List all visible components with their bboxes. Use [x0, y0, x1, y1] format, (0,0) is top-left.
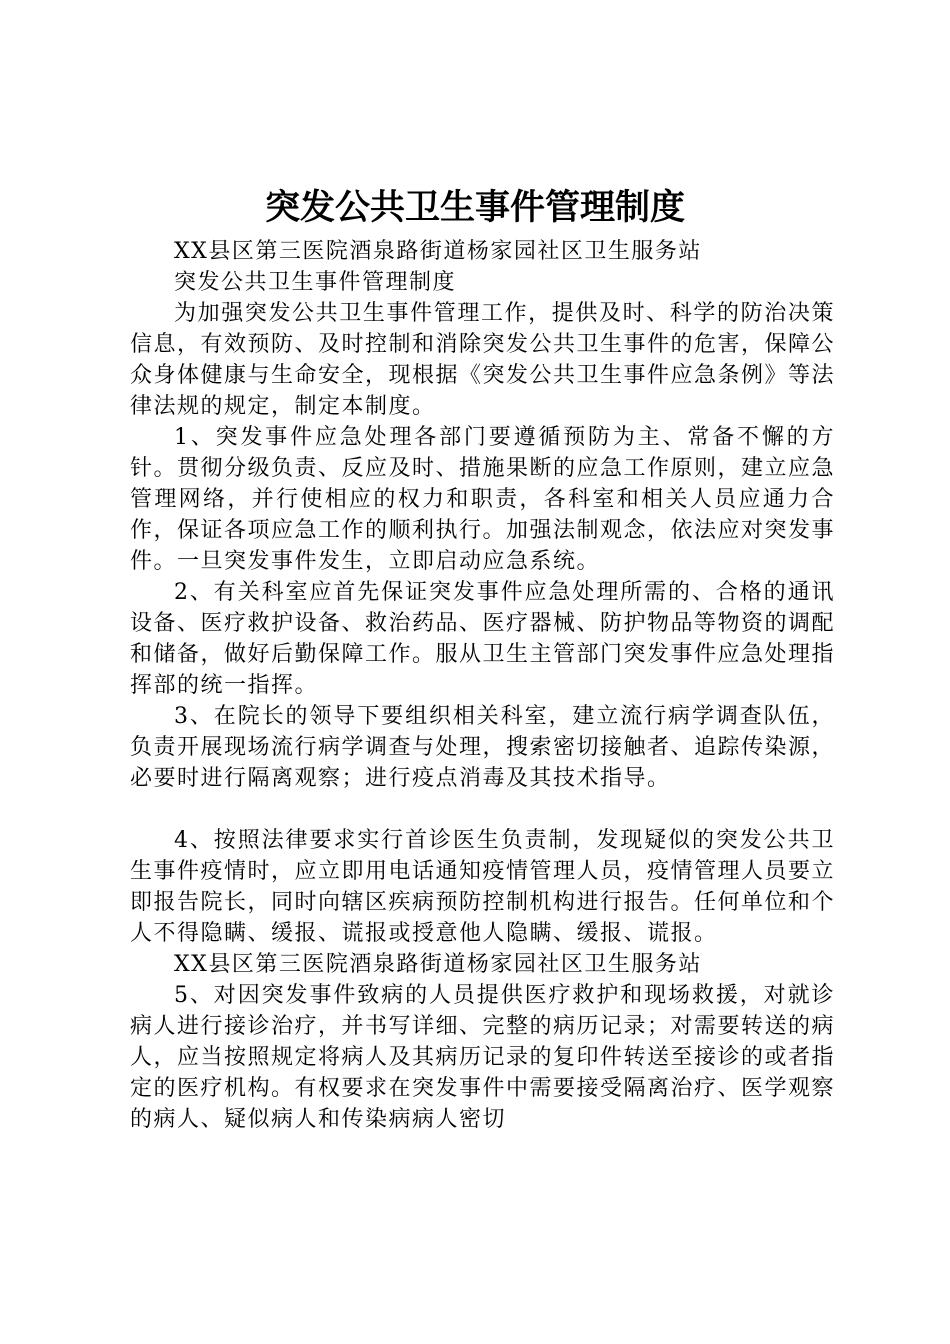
document-body [130, 236, 835, 1135]
clause-4-paragraph: 4、按照法律要求实行首诊医生负责制，发现疑似的突发公共卫生事件疫情时，应立即用电话通知疫情管理人员，疫情管理人员要立即报告院长，同时向辖区疾病预防控制机构进行报告。任何单位和个人不得隐瞒、缓报、谎报或授意他人隐瞒、缓报、谎报。 [130, 828, 836, 946]
org-name-repeat-line: XX县区第三医院酒泉路街道杨家园社区卫生服务站 [174, 952, 702, 977]
subtitle-line: 突发公共卫生事件管理制度 [174, 270, 457, 295]
org-name-line: XX县区第三医院酒泉路街道杨家园社区卫生服务站 [174, 239, 702, 264]
document-title: 突发公共卫生事件管理制度 [264, 188, 685, 228]
clause-2-paragraph: 2、有关科室应首先保证突发事件应急处理所需的、合格的通讯设备、医疗救护设备、救治药品、医疗器械、防护物品等物资的调配和储备，做好后勤保障工作。服从卫生主管部门突发事件应急处理指挥部的统一指挥。 [130, 580, 836, 698]
clause-1-paragraph: 1、突发事件应急处理各部门要遵循预防为主、常备不懈的方针。贯彻分级负责、反应及时、措施果断的应急工作原则，建立应急管理网络，并行使相应的权力和职责，各科室和相关人员应通力合作，保证各项应急工作的顺利执行。加强法制观念，依法应对突发事件。一旦突发事件发生，立即启动应急系统。 [130, 425, 836, 574]
clause-3-paragraph: 3、在院长的领导下要组织相关科室，建立流行病学调查队伍，负责开展现场流行病学调查与处理，搜索密切接触者、追踪传染源，必要时进行隔离观察；进行疫点消毒及其技术指导。 [130, 704, 836, 791]
clause-5-paragraph: 5、对因突发事件致病的人员提供医疗救护和现场救援，对就诊病人进行接诊治疗，并书写详细、完整的病历记录；对需要转送的病人，应当按照规定将病人及其病历记录的复印件转送至接诊的或者指定的医疗机构。有权要求在突发事件中需要接受隔离治疗、医学观察的病人、疑似病人和传染病病人密切 [130, 983, 836, 1132]
intro-paragraph: 为加强突发公共卫生事件管理工作，提供及时、科学的防治决策信息，有效预防、及时控制和消除突发公共卫生事件的危害，保障公众身体健康与生命安全，现根据《突发公共卫生事件应急条例》等法律法规的规定，制定本制度。 [130, 301, 836, 419]
